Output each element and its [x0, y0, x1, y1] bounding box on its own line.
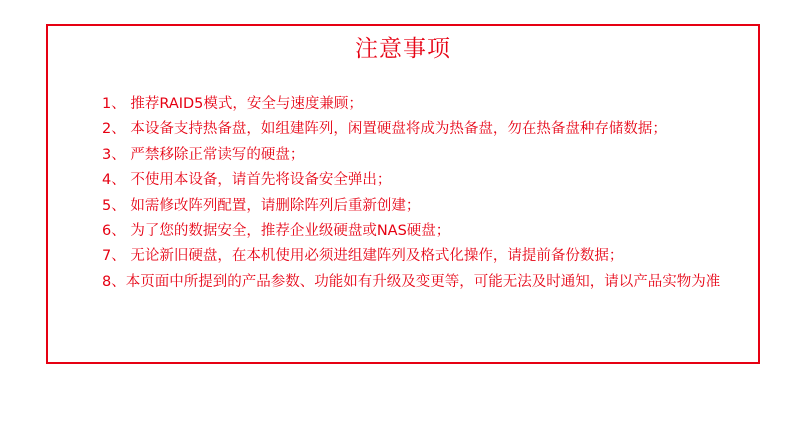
notice-item-4: 4、 不使用本设备，请首先将设备安全弹出； — [102, 172, 392, 189]
notice-item-3: 3、 严禁移除正常读写的硬盘； — [102, 146, 305, 163]
notice-item-8: 8、本页面中所提到的产品参数、功能如有升级及变更等，可能无法及时通知，请以产品实物为准 — [102, 273, 721, 290]
notice-title: 注意事项 — [355, 36, 451, 62]
notice-item-1: 1、 推荐RAID5模式，安全与速度兼顾； — [102, 96, 363, 112]
notice-box — [46, 24, 760, 364]
notice-list — [102, 92, 742, 295]
notice-item-7: 7、 无论新旧硬盘，在本机使用必须进组建阵列及格式化操作，请提前备份数据； — [102, 248, 624, 265]
notice-item-5: 5、 如需修改阵列配置，请删除阵列后重新创建； — [102, 197, 421, 214]
notice-item-6: 6、 为了您的数据安全，推荐企业级硬盘或NAS硬盘； — [102, 223, 451, 240]
notice-item-2: 2、 本设备支持热备盘，如组建阵列，闲置硬盘将成为热备盘，勿在热备盘种存储数据； — [102, 121, 667, 138]
